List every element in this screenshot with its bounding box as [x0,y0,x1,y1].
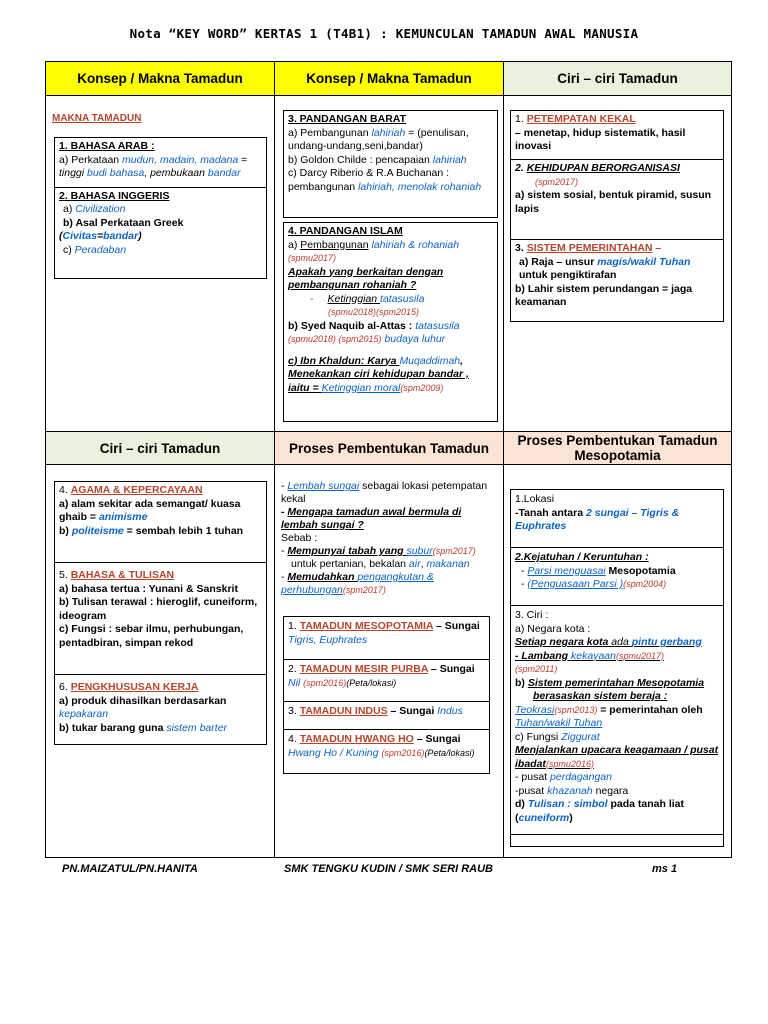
page-title: Nota “KEY WORD” KERTAS 1 (T4B1) : KEMUNCULAN TAMADUN AWAL MANUSIA [129,26,639,41]
ciri-point-d2 [515,812,719,826]
pandangan-islam-box [283,222,498,422]
ciri-box-2 [54,481,267,745]
text: b) [59,524,72,537]
keyword: lahiriah, menolak rohaniah [358,180,482,193]
bahasa-inggeris-section [55,187,266,260]
text: - Lambang [515,649,572,662]
text: , [420,558,427,570]
text: - [521,564,528,577]
text: - [281,480,288,492]
text: - [281,545,288,557]
bahasa-box [54,137,267,279]
ciri-section-bottom-line [511,834,723,846]
text: 3. [515,242,527,254]
text: (Peta/lokasi) [346,677,397,688]
text: , [460,354,464,367]
islam-point-c2: Menekankan ciri kehidupan bandar , [288,368,469,380]
ciri-box-1 [510,110,724,322]
petempatan-heading [515,113,720,127]
inggeris-point-b: b) Asal Perkataan Greek [63,216,184,229]
tamadun-mesir-row [284,659,489,701]
ref-tag: (spm2017) [342,585,386,595]
pemerintahan-point-b: b) Lahir sistem perundangan = jaga keamanan [515,282,693,308]
text: BAHASA & TULISAN [70,569,175,581]
text: 5. [59,569,71,581]
keyword: mudun, madain, madana [122,153,239,166]
text: – Sungai [428,663,475,675]
kerja-point-b [59,722,263,736]
islam-dash-point [288,293,494,307]
text: c) Fungsi [515,730,562,743]
keyword: bandar [207,167,241,179]
text: a) Perkataan [59,153,123,166]
ref-tag: (spm2004) [623,579,667,589]
text: - pusat [515,771,551,783]
keyword: Peradaban [74,243,127,256]
text: = [96,230,104,242]
text: Ketinggian [327,292,381,305]
text: b) tukar barang guna [59,721,167,734]
inggeris-point-b2 [59,230,263,244]
text: Pembangunan [300,238,369,251]
text: ( [515,811,519,824]
text: Sistem pemerintahan Mesopotamia [527,676,705,689]
ciri-section [511,605,723,828]
tamadun-mesopotamia-row [284,617,489,659]
keyword: makanan [426,558,470,570]
text: = pemerintahan oleh [597,703,703,716]
ciri-point-a2 [515,650,719,664]
bahasa-tulisan-section [55,562,266,674]
footer-page-number: ms 1 [652,863,678,875]
ref-tag: (spm2011) [515,664,558,674]
keyword: Ziggurat [561,730,600,743]
text: d) [515,798,528,810]
spacer [288,347,494,355]
islam-point-c3 [288,382,494,396]
keyword: Tigris, Euphrates [288,633,368,646]
keyword: lahiriah & rohaniah [371,238,460,251]
text: a) produk dihasilkan berdasarkan [59,694,227,707]
pandangan-barat-box [283,110,498,218]
text: – Sungai [387,705,438,717]
text: ) [569,811,573,824]
agama-heading [59,484,263,498]
ref-tag: (spmu2018)(spm2015) [328,307,420,317]
islam-point-c [288,355,494,369]
bahasa-point-b: b) Tulisan terawal : hieroglif, cuneiform, ideogram [59,596,258,622]
islam-point-a [288,239,494,253]
islam-point-b [288,320,494,334]
text: KEHIDUPAN BERORGANISASI [526,162,680,174]
text: – Sungai [433,620,480,632]
header-proses-mesopotamia: Proses Pembentukan Tamadun Mesopotamia [504,432,731,465]
tamadun-hwangho-row [284,729,489,763]
text: 4. [59,484,71,496]
lokasi-heading: 1.Lokasi [515,493,555,505]
inggeris-point-c [59,244,263,258]
text: b) Goldon Childe : pencapaian [288,153,433,166]
keyword: kepakaran [59,708,109,720]
organisasi-point-a: a) sistem sosial, bentuk piramid, susun lapis [515,189,712,215]
bahasa-point-c: c) Fungsi : sebar ilmu, perhubungan, pentadbiran, simpan rekod [59,623,244,649]
agama-section [59,484,263,562]
keyword: budaya luhur [384,333,446,345]
kejatuhan-heading: 2.Kejatuhan / Keruntuhan : [515,551,649,563]
petempatan-section [515,113,720,159]
pemerintahan-heading [515,242,720,256]
kejatuhan-section [511,547,723,605]
ciri-point-a: a) Negara kota : [515,622,591,635]
text: = (penulisan, undang-undang,seni,bandar) [288,126,469,152]
keyword: Tulisan : simbol [527,798,608,810]
text: b) [515,676,528,689]
ref-tag: (spm2016) [303,677,347,688]
footer-teachers: PN.MAIZATUL/PN.HANITA [62,863,198,875]
ciri-point-c4 [515,771,719,785]
ciri-point-c5 [515,785,719,799]
tamadun-sungai-box [283,616,490,774]
text: a) Raja – unsur [519,255,598,268]
text: ( [59,230,63,242]
lokasi-section [511,490,723,547]
agama-point-a [59,498,263,525]
ciri-point-d [515,798,719,812]
text: 4. [288,733,300,745]
proses-line-6 [281,571,499,597]
ref-tag: (spmu2017) [615,650,664,661]
text: a) Pembangunan [288,126,372,139]
ref-tag: (spm2009) [400,382,444,393]
proses-line-1 [281,480,499,506]
ciri-point-c [515,731,719,745]
text: , pembukaan [144,167,208,179]
ciri-point-b [515,677,719,691]
text: a) [63,203,76,215]
proses-line-2 [281,506,499,532]
ref-tag: (spmu2018) (spm2015) [288,334,382,344]
barat-point-b [288,154,494,168]
text: SISTEM PEMERINTAHAN [526,242,653,254]
keyword: lahiriah [432,153,467,166]
tamadun-indus-row [284,701,489,729]
keyword: tatasusila [415,319,460,332]
keyword: animisme [98,511,148,523]
text: negara [592,784,629,797]
proses-line-5 [281,558,499,571]
bahasa-tulisan-heading [59,569,263,583]
text: TAMADUN HWANG HO [299,733,414,745]
ref-tag: (spm2013) [554,704,598,715]
keyword: khazanah [547,784,593,797]
text: a) alam sekitar ada semangat/ kuasa ghaib = [59,497,241,523]
text: untuk pengiktirafan [519,269,617,281]
keyword: Lembah sungai [287,480,360,492]
ciri-point-a1 [515,636,719,650]
ciri-heading: 3. Ciri : [515,609,549,621]
ciri-point-b2: berasaskan sistem beraja : [533,690,668,702]
bahasa-arab-section [59,140,263,181]
keyword: Muqaddimah [399,354,461,367]
text: = [238,153,248,166]
table-bottom-border [45,857,732,858]
text: ada [611,636,632,648]
text: iaitu = [288,381,322,394]
text: Menjalankan upacara keagamaan / pusat ibadat [515,744,719,770]
text: c) Darcy Riberio & R.A Buchanan : pembangunan [288,167,450,193]
mesopotamia-box [510,489,724,847]
barat-point-c [288,167,494,194]
keyword: magis/wakil Tuhan [597,255,691,268]
text: Setiap negara kota [515,636,612,648]
text: a) [288,238,301,251]
keyword: Civitas [62,230,97,242]
text: PENGKHUSUSAN KERJA [70,681,199,693]
keyword: perdagangan [550,771,612,783]
proses-line-3: Sebab : [281,532,318,544]
text: Memudahkan [287,571,358,583]
ciri-point-c2 [515,744,719,771]
header-proses: Proses Pembentukan Tamadun [275,432,504,465]
text: - [521,578,528,590]
keyword: sistem barter [166,721,228,734]
keyword: budi bahasa [87,167,145,179]
text: pada tanah liat [607,798,684,810]
keyword: air [408,558,421,570]
keyword: Civilization [75,203,126,215]
text: – [652,242,662,254]
keyword: bandar [103,230,139,242]
text: PETEMPATAN KEKAL [526,113,636,125]
keyword: lahiriah [371,126,406,139]
keyword: Nil [288,676,301,689]
keyword: Ketinggian moral [321,381,401,394]
text: – Sungai [413,733,461,745]
barat-point-a [288,127,494,154]
text: = sembah lebih 1 tuhan [123,524,244,537]
text: TAMADUN MESOPOTAMIA [299,620,434,632]
kejatuhan-point-a [515,565,719,579]
text: b) Syed Naquib al-Attas : [288,319,416,332]
keyword: pengangkutan & perhubungan [281,571,434,596]
text: Mempunyai tabah yang [287,545,407,557]
bahasa-inggeris-heading: 2. BAHASA INGGERIS [59,189,170,202]
keyword: Hwang Ho / Kuning [288,746,379,759]
keyword: cuneiform [518,811,570,824]
keyword: subur [406,545,433,557]
text: 2. [515,162,527,174]
footer-schools: SMK TENGKU KUDIN / SMK SERI RAUB [284,863,494,875]
text: 6. [59,681,71,693]
table-right-border [731,61,732,858]
ref-tag: (spm2016) [381,747,425,758]
kerja-section [55,674,266,737]
ciri-point-b3 [515,704,719,731]
text: - [281,506,288,518]
text: (Peta/lokasi) [424,747,475,758]
keyword: tatasusila [380,292,425,305]
text: Mesopotamia [605,564,676,577]
text: 3. [288,705,300,717]
text: 2. [288,663,300,675]
text: -pusat [515,784,548,797]
organisasi-section [511,159,723,239]
text: TAMADUN INDUS [299,705,388,717]
text: Mengapa tamadun awal bermula di lembah sungai ? [281,506,462,531]
keyword: 2 sungai – Tigris & Euphrates [515,506,680,532]
proses-line-4 [281,545,499,558]
makna-tamadun-heading: MAKNA TAMADUN [52,113,142,124]
keyword: politeisme [71,524,124,537]
text: ) [138,230,142,242]
pandangan-barat-heading: 3. PANDANGAN BARAT [288,113,407,125]
kerja-heading [59,681,263,695]
organisasi-heading [515,162,720,176]
agama-point-b [59,525,263,539]
inggeris-point-a [59,203,263,217]
text: - [281,571,288,583]
header-konsep-2: Konsep / Makna Tamadun [275,62,504,96]
text: tinggi [59,167,88,179]
bahasa-arab-point-a [59,154,263,181]
ref-tag: (spmu2017) [288,253,337,263]
bahasa-point-a: a) bahasa tertua : Yunani & Sanskrit [59,582,238,595]
pemerintahan-point-a [515,256,720,283]
text: 1. [288,620,300,632]
text: c) Ibn Khaldun: Karya [288,354,400,367]
text: sebagai lokasi petempatan kekal [281,480,488,505]
lokasi-point [515,507,719,534]
ref-tag: (spmu2016) [545,758,594,769]
text: TAMADUN MESIR PURBA [299,663,429,675]
ref-tag: (spm2017) [535,176,579,187]
header-ciri-1: Ciri – ciri Tamadun [504,62,731,96]
text: untuk pertanian, bekalan [291,558,409,570]
text: - [310,292,314,305]
keyword: kekayaan [571,649,616,662]
keyword: Tuhan/wakil Tuhan [515,717,603,729]
keyword: (Penguasaan Parsi ) [527,578,624,590]
text: 1. [515,113,527,125]
petempatan-body: – menetap, hidup sistematik, hasil inovasi [515,126,686,152]
islam-question: Apakah yang berkaitan dengan pembangunan rohaniah ? [288,265,444,291]
ref-tag: (spm2017) [432,546,476,556]
keyword: pintu gerbang [631,636,702,648]
bahasa-arab-heading: 1. BAHASA ARAB : [59,140,155,152]
pandangan-islam-heading: 4. PANDANGAN ISLAM [288,225,403,237]
text: -Tanah antara [515,506,586,519]
keyword: Parsi menguasai [527,564,606,577]
kejatuhan-point-b [515,578,719,592]
header-konsep-1: Konsep / Makna Tamadun [46,62,275,96]
kerja-point-a [59,695,263,722]
proses-notes [281,480,499,597]
islam-point-b2 [288,333,494,347]
pemerintahan-section [511,239,723,312]
keyword: Indus [437,705,463,717]
text: AGAMA & KEPERCAYAAN [70,484,203,496]
keyword: Teokrasi [515,703,555,716]
text: c) [63,243,75,256]
header-ciri-2: Ciri – ciri Tamadun [46,432,275,465]
